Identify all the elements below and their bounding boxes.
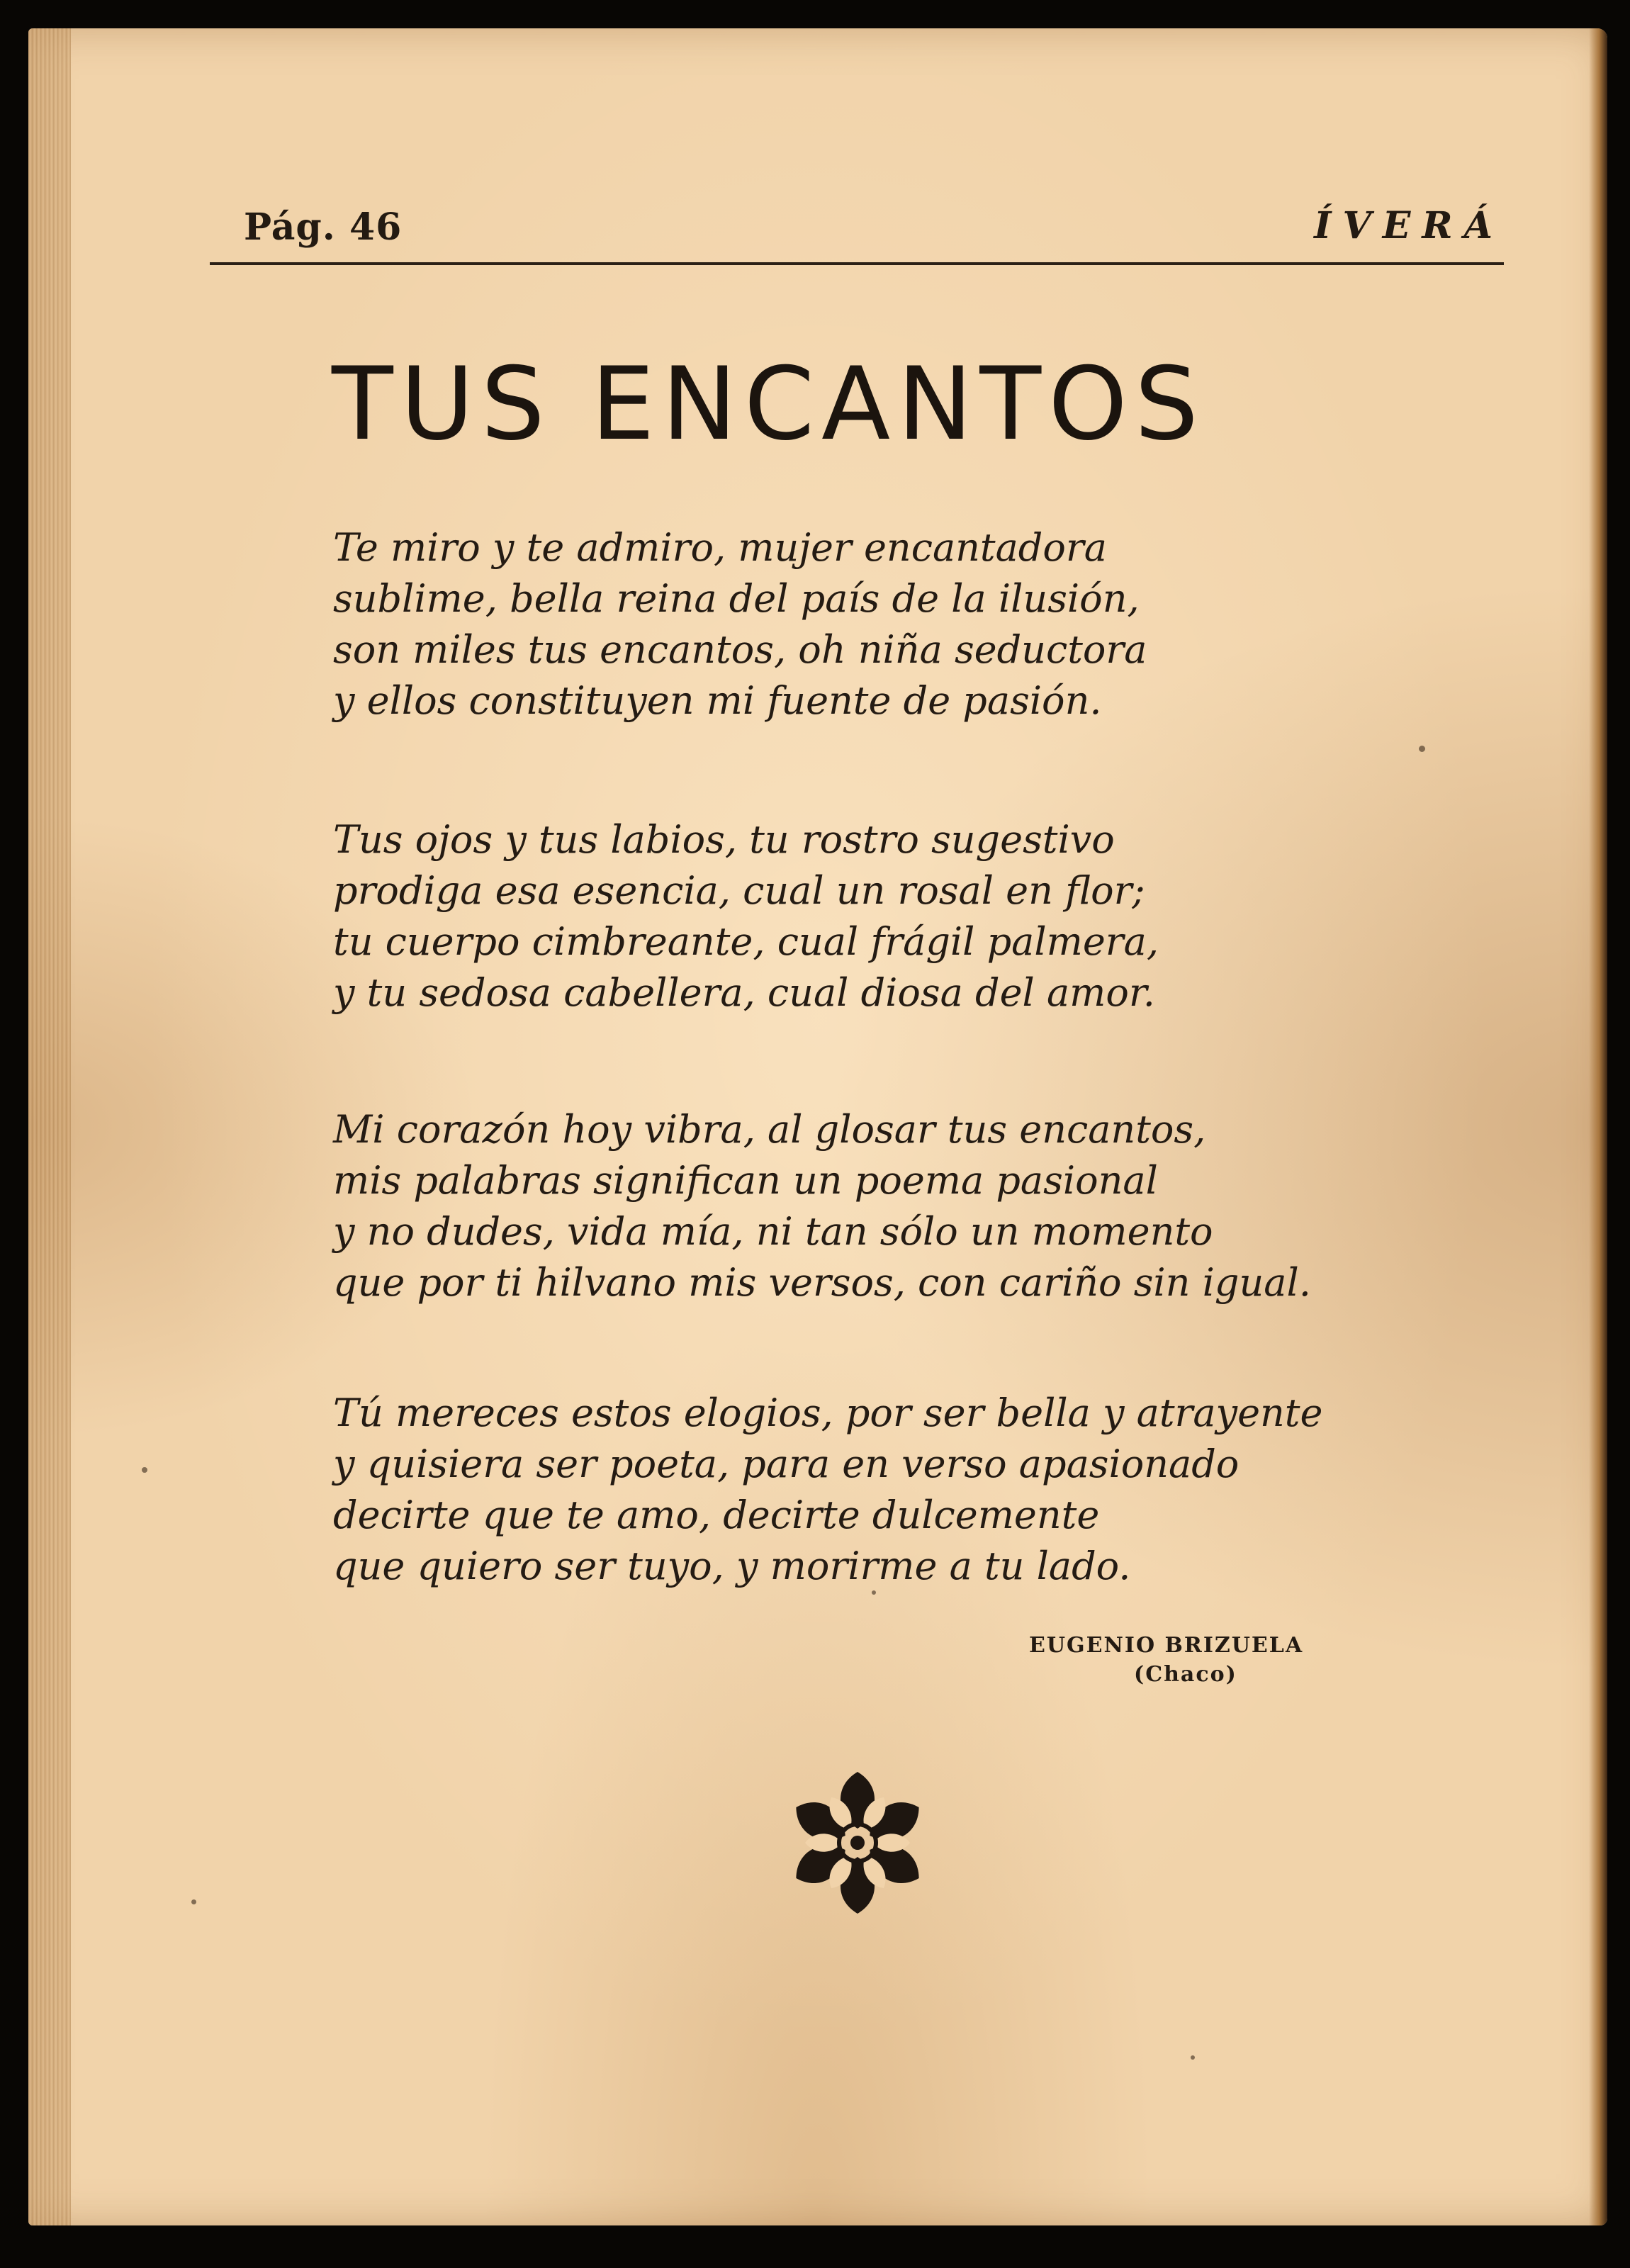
verse-line: son miles tus encantos, oh niña seductora <box>333 627 1147 672</box>
running-head <box>210 197 1504 262</box>
journal-name: ÍVERÁ <box>1314 204 1504 247</box>
author-signature <box>1029 1633 1355 1687</box>
paper-speck <box>1419 746 1425 752</box>
page-gutter <box>1589 28 1607 2225</box>
verse-line: Tú mereces estos elogios, por ser bella y atrayente <box>333 1391 1323 1435</box>
verse-line: mis palabras significan un poema pasional <box>333 1158 1158 1203</box>
verse-line: y quisiera ser poeta, para en verso apasionado <box>333 1442 1240 1486</box>
stanza-2 <box>333 814 1439 1018</box>
page-number: Pág. 46 <box>244 206 403 249</box>
page-edge-left <box>28 28 71 2225</box>
verse-line: y tu sedosa cabellera, cual diosa del amor. <box>333 970 1155 1015</box>
verse-line: Te miro y te admiro, mujer encantadora <box>333 525 1107 570</box>
verse-line: Tus ojos y tus labios, tu rostro sugestivo <box>333 817 1115 862</box>
stanza-3 <box>333 1104 1439 1308</box>
verse-line: decirte que te amo, decirte dulcemente <box>333 1493 1100 1537</box>
verse-line: sublime, bella reina del país de la ilusión, <box>333 576 1140 621</box>
paper-speck <box>142 1467 147 1473</box>
verse-line: que quiero ser tuyo, y morirme a tu lado. <box>333 1544 1131 1588</box>
verse-line: y no dudes, vida mía, ni tan sólo un momento <box>333 1209 1213 1254</box>
stanza-4 <box>333 1388 1439 1592</box>
header-rule <box>210 262 1504 265</box>
flower-ornament-icon <box>780 1765 935 1921</box>
verse-line: tu cuerpo cimbreante, cual frágil palmera, <box>333 919 1159 964</box>
verse-line: y ellos constituyen mi fuente de pasión. <box>333 678 1102 723</box>
poem-title: TUS ENCANTOS <box>332 346 1206 463</box>
verse-line: Mi corazón hoy vibra, al glosar tus encantos, <box>333 1107 1206 1152</box>
author-place: (Chaco) <box>1134 1662 1237 1687</box>
stanza-1 <box>333 522 1439 726</box>
author-name: EUGENIO BRIZUELA <box>1029 1633 1304 1658</box>
verse-line: que por ti hilvano mis versos, con cariño sin igual. <box>333 1260 1311 1305</box>
paper-speck <box>1191 2055 1195 2060</box>
paper-speck <box>191 1899 196 1904</box>
verse-line: prodiga esa esencia, cual un rosal en flor; <box>333 868 1145 913</box>
